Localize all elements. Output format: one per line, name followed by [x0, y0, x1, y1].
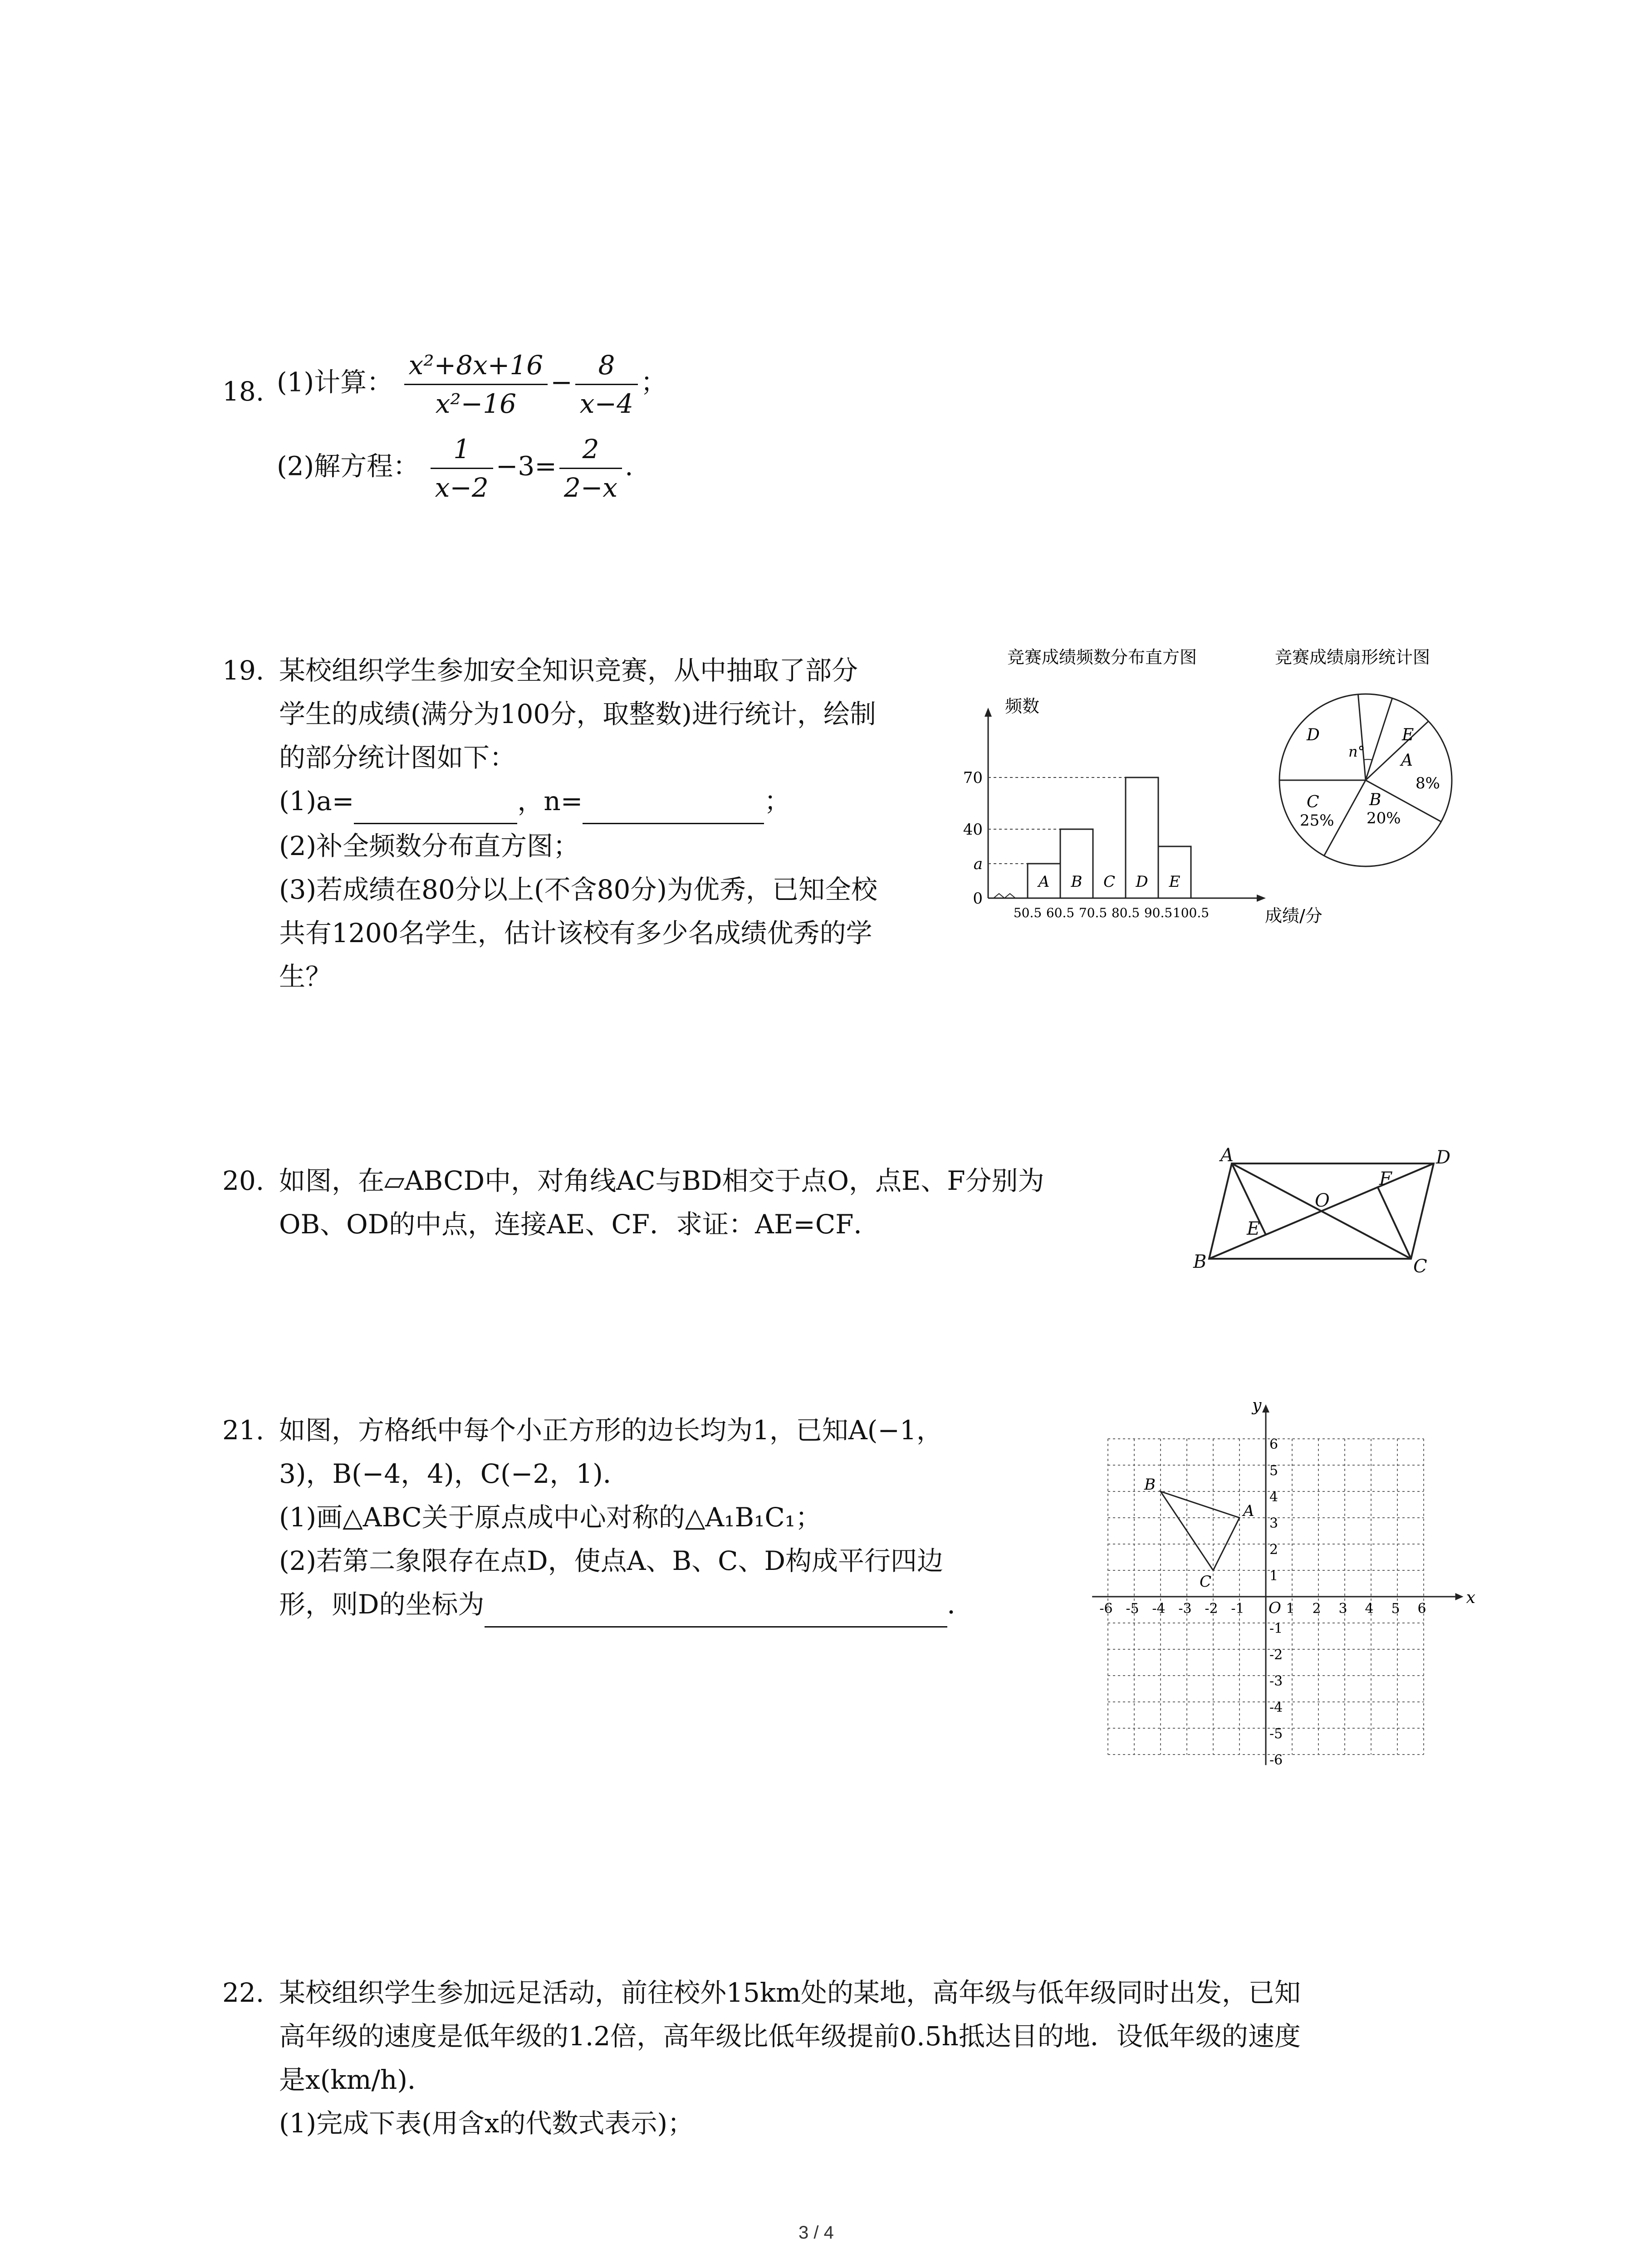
grid-y-tick: 5: [1269, 1463, 1279, 1479]
grid-x-tick: 2: [1312, 1601, 1321, 1617]
q18-minus: −: [550, 367, 573, 398]
histogram-x-tick: 90.5: [1144, 905, 1173, 920]
grid-y-tick: -3: [1269, 1673, 1283, 1689]
grid-x-tick: 3: [1338, 1601, 1347, 1617]
diagonal-bd: [1209, 1163, 1434, 1259]
grid-x-tick: -5: [1126, 1601, 1139, 1617]
q18-part1: [277, 349, 667, 420]
histogram-y-tick: 70: [963, 769, 983, 787]
pie-slice-percent: 8%: [1416, 774, 1440, 792]
q18-semicolon: ；: [641, 367, 667, 398]
pie-slice-percent: 20%: [1367, 809, 1401, 827]
q18-part2: [277, 433, 633, 503]
q19-part1-n-label: ，n=: [517, 786, 583, 816]
q22-line-1: 某校组织学生参加远足活动，前往校外15km处的某地，高年级与低年级同时出发，已知: [279, 1977, 1301, 2008]
q18-fraction-3-numerator: 1: [431, 433, 493, 469]
q21-blank-d[interactable]: [485, 1583, 947, 1628]
q19-blank-a[interactable]: [354, 779, 517, 824]
histogram-bar-label: D: [1136, 873, 1148, 891]
q19-line-2: 学生的成绩(满分为100分，取整数)进行统计，绘制: [279, 699, 876, 729]
q19-part1: [279, 779, 969, 824]
grid-x-tick: -2: [1205, 1601, 1218, 1617]
pie-chart: [1266, 644, 1465, 880]
q21-part1: (1)画△ABC关于原点成中心对称的△A₁B₁C₁；: [279, 1502, 822, 1533]
q21-part2-prompt: 形，则D的坐标为: [279, 1589, 485, 1620]
histogram-ylabel: 频数: [1005, 696, 1040, 716]
grid-x-arrow: [1455, 1593, 1464, 1600]
q20-number: 20.: [222, 1165, 265, 1196]
q19-line-1: 某校组织学生参加安全知识竞赛，从中抽取了部分: [279, 655, 858, 686]
histogram-y-tick: a: [973, 855, 983, 873]
triangle-abc: [1161, 1491, 1239, 1570]
grid-y-tick: 6: [1269, 1437, 1279, 1452]
grid-x-tick: 5: [1391, 1601, 1400, 1617]
point-b-label: B: [1144, 1476, 1156, 1494]
q21-part2-line-1: (2)若第二象限存在点D，使点A、B、C、D构成平行四边: [279, 1545, 944, 1576]
q20-body: [279, 1159, 1168, 1246]
q18-middle: −3=: [495, 450, 557, 482]
histogram-x-arrow: [1257, 894, 1266, 902]
grid-x-tick: 4: [1365, 1601, 1374, 1617]
q19-part1-end: ；: [764, 786, 791, 816]
q18-fraction-1-numerator: x²+8x+16: [404, 349, 548, 385]
grid-y-tick: 4: [1269, 1489, 1279, 1505]
histogram-y-arrow: [985, 708, 992, 717]
grid-x-tick: -4: [1152, 1601, 1166, 1617]
grid-x-tick: 1: [1286, 1601, 1295, 1617]
grid-y-tick: 2: [1269, 1542, 1279, 1558]
label-f: F: [1379, 1168, 1392, 1189]
q19-part3-line-3: 生？: [279, 961, 332, 992]
pie-angle-label: n°: [1348, 743, 1365, 760]
histogram-bar-label: E: [1169, 873, 1181, 891]
grid-y-label: y: [1252, 1396, 1262, 1415]
grid-y-arrow: [1262, 1404, 1269, 1413]
histogram-x-tick: 50.5: [1013, 905, 1042, 920]
q19-body: [279, 649, 969, 998]
histogram-x-tick: 80.5: [1111, 905, 1140, 920]
grid-y-tick: -6: [1269, 1752, 1283, 1768]
pie-slice-label: D: [1307, 726, 1320, 744]
q18-fraction-2-numerator: 8: [575, 349, 638, 385]
q22-line-3: 是x(km/h)．: [279, 2064, 434, 2095]
q19-line-3: 的部分统计图如下：: [279, 742, 516, 773]
q20-line-2: OB、OD的中点，连接AE、CF．求证：AE=CF．: [279, 1209, 880, 1240]
q22-body: [279, 1971, 1468, 2145]
q19-part3-line-2: 共有1200名学生，估计该校有多少名成绩优秀的学: [279, 918, 872, 948]
q18-number: 18.: [222, 376, 265, 407]
point-c-label: C: [1200, 1573, 1212, 1591]
q18-fraction-4-numerator: 2: [559, 433, 622, 469]
pie-angle-arc: [1364, 759, 1372, 760]
histogram-x-tick: 100.5: [1172, 905, 1210, 920]
point-a-label: A: [1243, 1502, 1254, 1520]
q22-number: 22.: [222, 1977, 265, 2008]
label-o: O: [1315, 1190, 1330, 1211]
q22-line-2: 高年级的速度是低年级的1.2倍，高年级比低年级提前0.5h抵达目的地．设低年级的速度: [279, 2021, 1301, 2052]
histogram-bar-label: A: [1038, 873, 1050, 891]
q18-fraction-4-denominator: 2−x: [563, 472, 618, 503]
histogram-bar-label: B: [1071, 873, 1083, 891]
pie-slice-label: A: [1401, 751, 1413, 770]
q18-period: .: [625, 450, 633, 482]
histogram-x-tick: 70.5: [1078, 905, 1107, 920]
q20-parallelogram-figure: [1193, 1145, 1452, 1277]
grid-x-label: x: [1466, 1589, 1475, 1607]
label-b: B: [1193, 1251, 1207, 1272]
histogram-y-tick: 40: [963, 821, 983, 839]
q21-part2-end: ．: [947, 1589, 974, 1620]
grid-origin-label: O: [1269, 1599, 1281, 1617]
grid-y-tick: -2: [1269, 1647, 1283, 1663]
pie-slice-label: C: [1307, 793, 1319, 811]
q18-fraction-2-denominator: x−4: [579, 388, 634, 419]
q18-fraction-1: [404, 349, 548, 420]
grid-y-tick: -1: [1269, 1621, 1283, 1637]
q18-fraction-3: [431, 433, 493, 503]
q20-line-1: 如图，在▱ABCD中，对角线AC与BD相交于点O，点E、F分别为: [279, 1165, 1044, 1196]
q19-part2: (2)补全频数分布直方图；: [279, 831, 580, 861]
histogram-y-tick: 0: [973, 890, 983, 908]
page-number: 3 / 4: [798, 2223, 834, 2243]
q19-part3-line-1: (3)若成绩在80分以上(不含80分)为优秀，已知全校: [279, 874, 878, 905]
q21-line-1: 如图，方格纸中每个小正方形的边长均为1，已知A(−1，: [279, 1415, 943, 1446]
histogram-x-tick: 60.5: [1046, 905, 1075, 920]
q18-part2-label: (2)解方程：: [277, 450, 420, 482]
q19-part1-a-label: (1)a=: [279, 786, 354, 816]
q18-fraction-1-denominator: x²−16: [435, 388, 517, 419]
q21-part2-line-2: [279, 1583, 1050, 1628]
grid-y-tick: -5: [1269, 1726, 1283, 1742]
label-d: D: [1436, 1147, 1451, 1168]
grid-x-tick: -6: [1099, 1601, 1113, 1617]
segment-cf: [1378, 1188, 1411, 1259]
q18-fraction-4: [559, 433, 622, 503]
histogram-bar-label: C: [1103, 873, 1116, 891]
histogram-xlabel: 成绩/分: [1265, 906, 1323, 926]
q18-fraction-2: [575, 349, 638, 420]
grid-y-tick: 1: [1269, 1568, 1279, 1584]
grid-x-tick: 6: [1417, 1601, 1426, 1617]
q18-fraction-3-denominator: x−2: [435, 472, 489, 503]
label-e: E: [1247, 1218, 1260, 1239]
histogram-title: 竞赛成绩频数分布直方图: [1007, 647, 1197, 667]
q19-blank-n[interactable]: [583, 779, 764, 824]
grid-x-tick: -3: [1178, 1601, 1192, 1617]
grid-y-tick: -4: [1269, 1700, 1283, 1716]
q19-number: 19.: [222, 655, 265, 686]
pie-slice-percent: 25%: [1300, 811, 1334, 830]
grid-y-tick: 3: [1269, 1515, 1279, 1531]
label-c: C: [1413, 1256, 1427, 1277]
q22-part1: (1)完成下表(用含x的代数式表示)；: [279, 2108, 694, 2139]
q21-coordinate-grid: [1084, 1396, 1475, 1796]
label-a: A: [1220, 1145, 1234, 1166]
q21-body: [279, 1408, 1050, 1628]
pie-title: 竞赛成绩扇形统计图: [1275, 647, 1430, 667]
q21-number: 21.: [222, 1415, 265, 1446]
q18-part1-label: (1)计算：: [277, 367, 393, 398]
q21-line-2: 3)，B(−4，4)，C(−2，1)．: [279, 1458, 629, 1489]
pie-slice-label: E: [1402, 726, 1414, 744]
grid-x-tick: -1: [1231, 1601, 1244, 1617]
pie-slice-label: B: [1369, 791, 1381, 809]
